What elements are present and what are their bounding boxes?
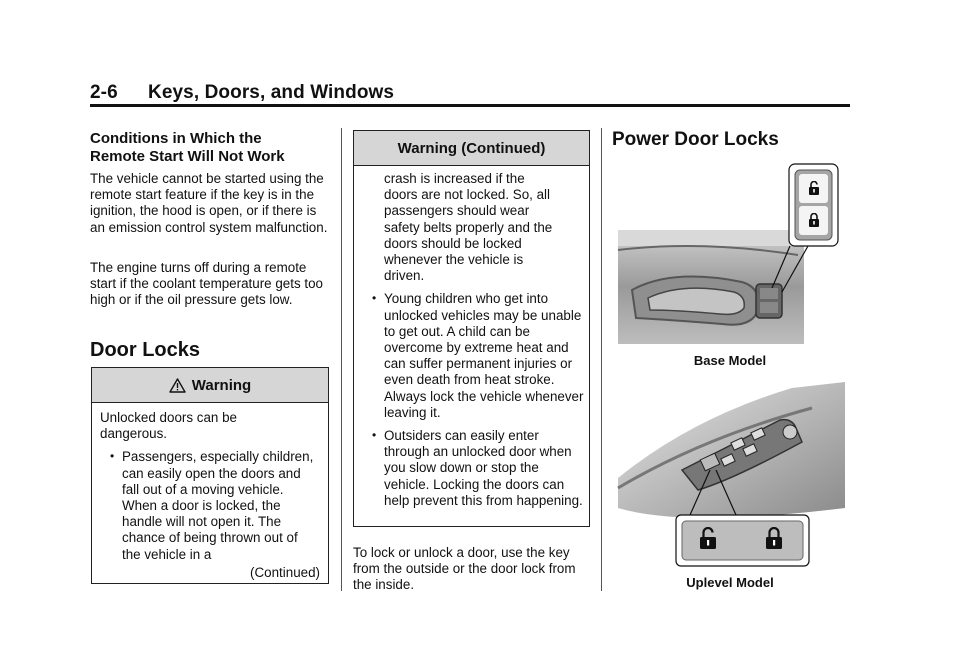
caption-uplevel-model: Uplevel Model: [686, 575, 774, 590]
unlock-icon: [808, 181, 820, 195]
header-rule: [90, 104, 850, 107]
caption-base-model: Base Model: [693, 353, 767, 368]
paragraph-remote-start-2: The engine turns off during a remote start if the coolant temperature gets too high or if the oil pressure gets low.: [90, 260, 323, 308]
warning-title: Warning: [191, 376, 252, 394]
warning-box: [91, 367, 329, 584]
warning-bullet-passengers: • Passengers, especially children, can easily open the doors and fall out of a moving vehicle. When a door is locked, the handle will not open it. The chance of being thrown out of the vehicle in a: [100, 449, 320, 562]
warning-continued-header: [354, 131, 589, 166]
subheading-remote-start: Conditions in Which the Remote Start Will Not Work: [90, 130, 285, 165]
page-number: 2-6: [90, 82, 118, 103]
warning-box-continued: [353, 130, 590, 527]
unlock-icon: [699, 527, 717, 549]
uplevel-model-door-photo: [612, 378, 847, 570]
warning-continued-title: Warning (Continued): [397, 139, 546, 157]
page-header-title: Keys, Doors, and Windows: [148, 82, 395, 103]
warning-intro: Unlocked doors can be dangerous.: [100, 410, 237, 442]
column-divider-1: [341, 128, 342, 591]
warning-continued-label: (Continued): [250, 564, 320, 580]
warning-bullet-outsiders: • Outsiders can easily enter through an unlocked door when you slow down or stop the vehicle. Locking the doors can help prevent this from happening.: [362, 428, 584, 509]
lock-icon: [808, 213, 820, 227]
lock-icon: [765, 527, 783, 549]
warning-bullet-children: • Young children who get into unlocked vehicles may be unable to get out. A child can be overcome by extreme heat and can suffer permanent injuries or even death from heat stroke. Always lock the vehicle whenever leaving it.: [362, 291, 584, 421]
column-divider-2: [601, 128, 602, 591]
section-heading-door-locks: Door Locks: [90, 339, 201, 361]
warning-continued-text: crash is increased if the doors are not locked. So, all passengers should wear safety belts properly and the doors should be locked whenever the vehicle is driven.: [384, 171, 553, 284]
paragraph-remote-start-1: The vehicle cannot be started using the remote start feature if the key is in the ignition, the hood is open, or if there is an emission control system malfunction.: [90, 171, 328, 235]
warning-box-header: [92, 368, 328, 403]
base-model-door-photo: [612, 160, 844, 346]
paragraph-lock-unlock: To lock or unlock a door, use the key from the outside or the door lock from the inside.: [353, 545, 576, 593]
page-header: [90, 82, 394, 104]
warning-triangle-icon: [169, 378, 186, 393]
section-heading-power-door-locks: Power Door Locks: [612, 129, 779, 150]
